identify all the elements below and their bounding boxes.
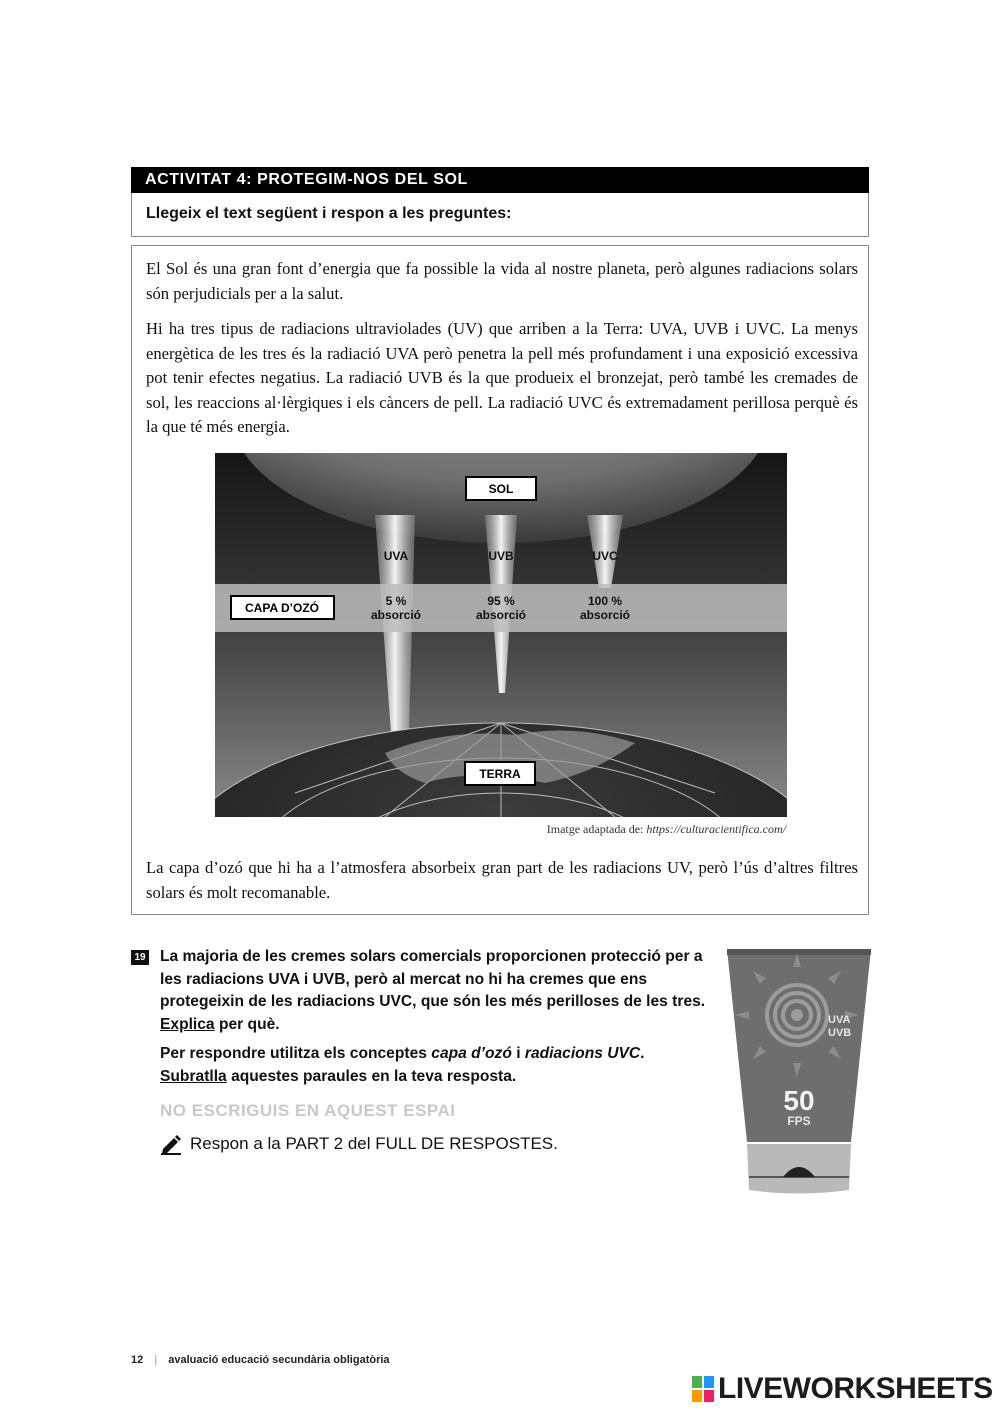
question-line-a: La majoria de les cremes solars comercials proporcionen protecció per a les radiacions UVA i UVB, però al mercat no hi ha cremes que ens protegeixin de les radiacions UVC, que són les més perilloses de les tres. <box>160 948 706 1010</box>
tube-fps: FPS <box>787 1114 811 1128</box>
instr-conj: i <box>516 1045 521 1062</box>
answer-instruction <box>160 1133 558 1155</box>
tube-uvb: UVB <box>828 1027 852 1039</box>
no-write-notice: NO ESCRIGUIS EN AQUEST ESPAI <box>160 1101 456 1120</box>
tube-spf: 50 <box>783 1085 815 1116</box>
answer-instruction-text: Respon a la PART 2 del FULL DE RESPOSTES. <box>190 1134 558 1153</box>
uvb-label: UVB <box>488 549 514 563</box>
instr-part-c: aquestes paraules en la teva resposta. <box>231 1067 517 1085</box>
uva-percent: 5 % <box>385 594 407 608</box>
footer-text: avaluació educació secundària obligatòria <box>168 1354 390 1366</box>
sun-label: SOL <box>488 482 514 496</box>
pencil-icon <box>160 1133 182 1155</box>
uv-radiation-figure <box>215 453 787 817</box>
reading-text-box <box>131 245 869 915</box>
uvb-absorption: absorció <box>475 608 527 622</box>
uva-label: UVA <box>383 549 409 563</box>
uvb-percent: 95 % <box>487 594 515 608</box>
explica-word: Explica <box>160 1015 215 1033</box>
activity-title: ACTIVITAT 4: PROTEGIM-NOS DEL SOL <box>131 167 869 193</box>
paragraph-1: El Sol és una gran font d’energia que fa possible la vida al nostre planeta, però algunes radiacions solars són perjudicials per a la salut. <box>146 259 858 303</box>
paragraph-3: La capa d’ozó que hi ha a l’atmosfera absorbeix gran part de les radiacions UV, però l’ús d’altres filtres solars és molt recomanable. <box>146 858 858 902</box>
activity-instruction: Llegeix el text següent i respon a les preguntes: <box>131 193 869 237</box>
instr-part-a: Per respondre utilitza els conceptes <box>160 1045 427 1062</box>
uvc-percent: 100 % <box>587 594 623 608</box>
footer-separator: | <box>154 1354 158 1366</box>
instr-dot: . <box>640 1045 645 1062</box>
question-text <box>160 946 708 1036</box>
liveworksheets-logo-icon <box>692 1376 714 1402</box>
tube-uva: UVA <box>828 1014 851 1026</box>
earth-label: TERRA <box>479 767 521 781</box>
term-uvc: radiacions UVC <box>524 1045 641 1062</box>
liveworksheets-brand <box>692 1372 993 1406</box>
paragraph-2: Hi ha tres tipus de radiacions ultraviolades (UV) que arriben a la Terra: UVA, UVB i UVC. La menys energètica de les tres és la radiació UVA però penetra la pell més profundament i una exposició excessiva pot tenir efectes negatius. La radiació UVB és la que produeix el bronzejat, però també les cremades de sol, les reaccions al·lèrgiques i els càncers de pell. La radiació UVC és extremadament perillosa perquè és la que té més energia. <box>146 319 858 436</box>
uvc-absorption: absorció <box>579 608 631 622</box>
caption-prefix: Imatge adaptada de: <box>546 822 644 836</box>
question-number: 19 <box>131 950 149 965</box>
figure-caption <box>547 822 786 837</box>
subratlla-word: Subratlla <box>160 1067 227 1085</box>
page-footer <box>131 1354 390 1366</box>
ozone-label: CAPA D’OZÓ <box>245 601 319 615</box>
page-number: 12 <box>131 1354 144 1366</box>
uva-absorption: absorció <box>370 608 422 622</box>
question-instructions <box>160 1043 708 1088</box>
liveworksheets-name: LIVEWORKSHEETS <box>718 1372 993 1405</box>
caption-source: https://culturacientifica.com/ <box>646 822 786 836</box>
sunscreen-tube-illustration <box>725 947 873 1197</box>
term-ozone: capa d’ozó <box>431 1045 512 1062</box>
uvc-label: UVC <box>592 549 618 563</box>
question-line-b: per què. <box>218 1015 280 1033</box>
